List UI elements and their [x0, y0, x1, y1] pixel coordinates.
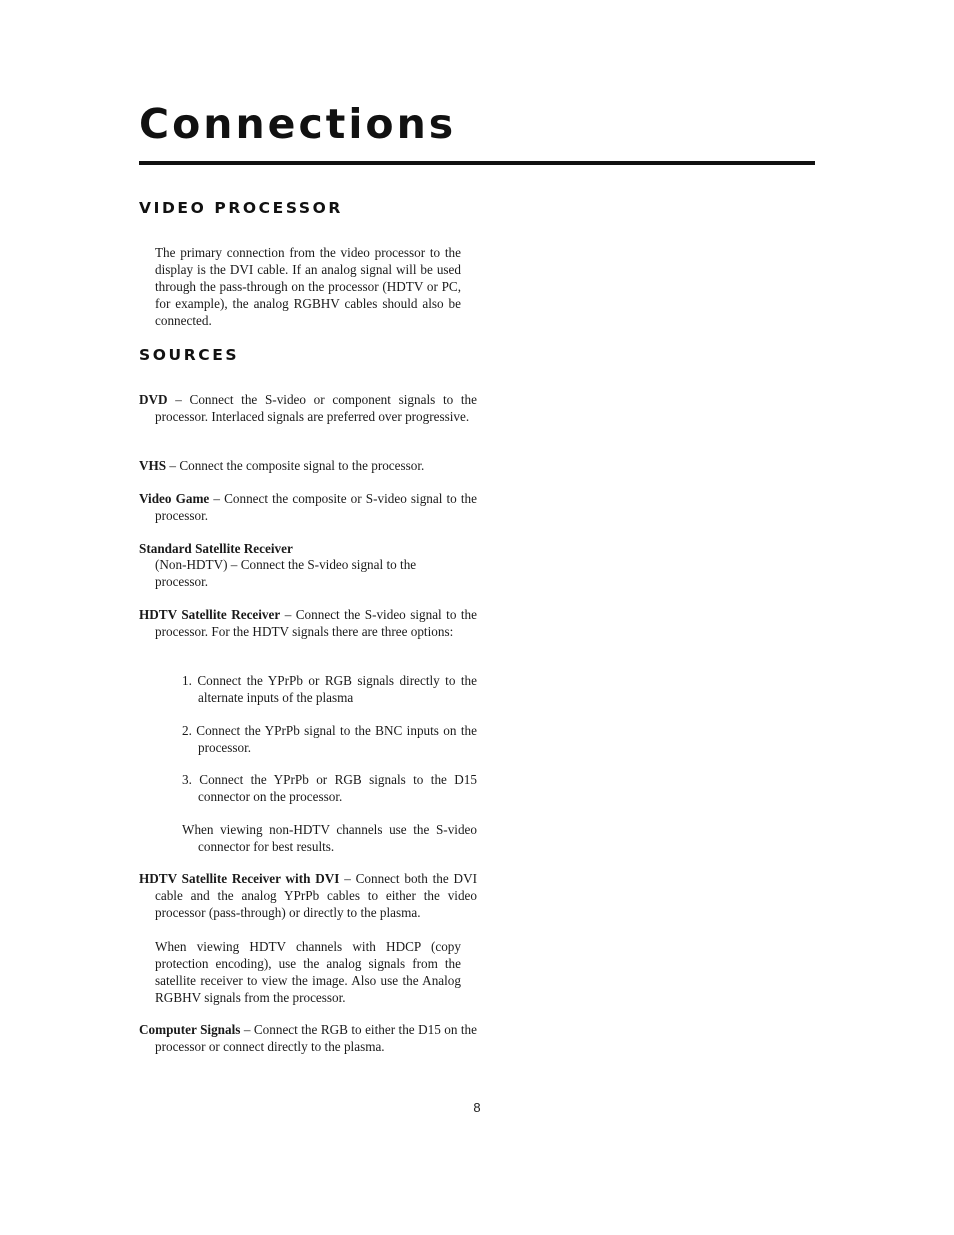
computer-signals-term: Computer Signals: [139, 1022, 241, 1037]
hdtv-option-2: 2. Connect the YPrPb signal to the BNC inputs on the processor.: [182, 723, 477, 755]
dvd-entry: [139, 391, 477, 425]
video-processor-paragraph: The primary connection from the video processor to the display is the DVI cable. If an analog signal will be used through the pass-through on the processor (HDTV or PC, for example), the analog RGBHV cables should also be connected.: [155, 245, 461, 328]
page-title: Connections: [139, 100, 457, 148]
hdtv-dvi-text: – Connect both the DVI cable and the analog YPrPb cables to either the video processor (pass-through) or directly to the plasma.: [155, 871, 477, 920]
video-game-term: Video Game: [139, 491, 210, 506]
hdtv-satellite-note: When viewing non-HDTV channels use the S-video connector for best results.: [182, 822, 477, 854]
vhs-term: VHS: [139, 458, 167, 473]
vhs-entry: [139, 457, 477, 474]
page-number: 8: [473, 1100, 481, 1115]
hdtv-satellite-entry: [139, 606, 477, 640]
video-game-entry: [139, 490, 477, 524]
hdtv-satellite-term: HDTV Satellite Receiver: [139, 607, 281, 622]
video-game-text: – Connect the composite or S-video signal to the processor.: [155, 491, 477, 523]
hdtv-satellite-text: – Connect the S-video signal to the processor. For the HDTV signals there are three options:: [155, 607, 478, 639]
title-rule: [139, 161, 815, 165]
video-processor-heading: VIDEO PROCESSOR: [139, 199, 343, 217]
dvd-term: DVD: [139, 392, 168, 407]
standard-satellite-term: Standard Satellite Receiver: [139, 541, 293, 556]
hdtv-dvi-entry: [139, 870, 477, 921]
computer-signals-text: – Connect the RGB to either the D15 on the processor or connect directly to the plasma.: [155, 1022, 477, 1054]
computer-signals-entry: [139, 1021, 477, 1055]
vhs-text: – Connect the composite signal to the processor.: [166, 458, 425, 473]
hdtv-option-3: 3. Connect the YPrPb or RGB signals to the D15 connector on the processor.: [182, 772, 477, 804]
sources-heading: SOURCES: [139, 346, 240, 364]
dvd-text: – Connect the S-video or component signals to the processor. Interlaced signals are preferred over progressive.: [155, 392, 477, 424]
standard-satellite-text: (Non-HDTV) – Connect the S-video signal to the processor.: [155, 557, 417, 589]
hdtv-dvi-term: HDTV Satellite Receiver with DVI: [139, 871, 340, 886]
hdtv-dvi-note: When viewing HDTV channels with HDCP (copy protection encoding), use the analog signals from the satellite receiver to view the image. Also use the Analog RGBHV signals from the processor.: [155, 939, 461, 1005]
hdtv-option-1: 1. Connect the YPrPb or RGB signals directly to the alternate inputs of the plasma: [182, 673, 477, 705]
